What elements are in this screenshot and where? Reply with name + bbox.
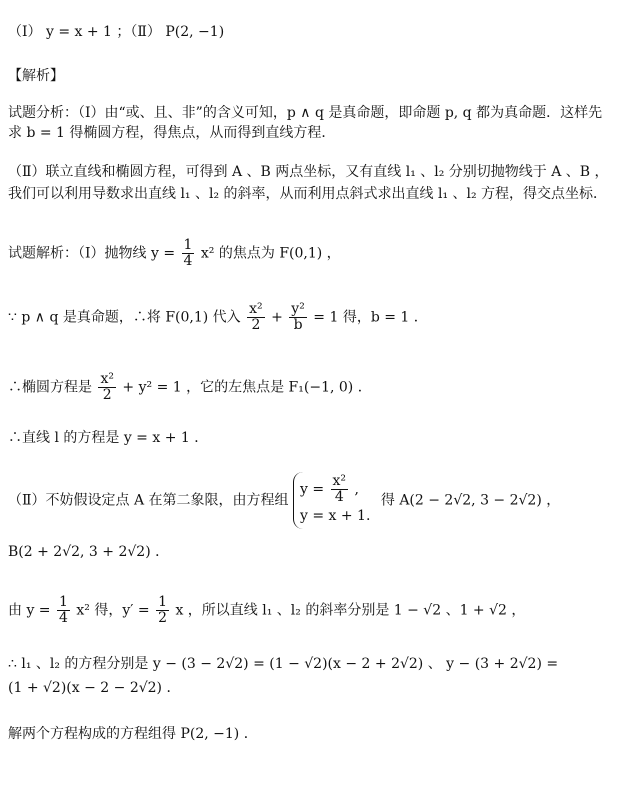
solution-line-9: (1 + √2)(x − 2 − 2√2) ． — [8, 680, 181, 696]
solution-line-7 — [8, 595, 525, 626]
denominator: 4 — [59, 610, 68, 626]
fraction — [98, 372, 116, 403]
text: x² 得，y′ = — [76, 602, 150, 619]
solution-line-2 — [8, 302, 428, 333]
text: 由 y = — [8, 602, 51, 619]
solution-line-6: B(2 + 2√2, 3 + 2√2) ． — [8, 544, 170, 560]
text: = 1 得，b = 1 ． — [313, 309, 428, 326]
fraction — [57, 595, 70, 626]
fraction — [247, 302, 265, 333]
numerator: y² — [291, 301, 305, 317]
denominator: 2 — [158, 610, 167, 626]
fraction — [182, 238, 195, 269]
text: ∴椭圆方程是 — [8, 379, 92, 396]
numerator: x² — [249, 301, 263, 317]
text: （Ⅱ）不妨假设定点 A 在第二象限，由方程组 — [8, 492, 289, 509]
denominator: 4 — [183, 253, 193, 269]
analysis-line-2: 求 b = 1 得椭圆方程，得焦点，从而得到直线方程． — [8, 125, 336, 141]
system-row-2: y = x + 1. — [299, 508, 371, 524]
numerator: 1 — [158, 594, 167, 610]
numerator: 1 — [59, 594, 68, 610]
solution-line-10: 解两个方程构成的方程组得 P(2, −1) ． — [8, 726, 258, 742]
solution-line-4: ∴直线 l 的方程是 y = x + 1 ． — [8, 430, 209, 446]
text: 得 A(2 − 2√2, 3 − 2√2) ， — [380, 492, 561, 509]
system-row-1 — [300, 474, 370, 505]
analysis-line-4: 我们可以利用导数求出直线 l₁ 、l₂ 的斜率，从而利用点斜式求出直线 l₁ 、l₂ 方程，得交点坐标． — [8, 186, 608, 202]
fraction — [331, 474, 349, 505]
denominator: 4 — [334, 489, 344, 505]
solution-line-3 — [8, 372, 372, 403]
analysis-heading: 【解析】 — [8, 68, 64, 84]
text: x² 的焦点为 F(0,1) ， — [200, 245, 341, 262]
solution-line-1 — [8, 238, 341, 269]
answer-line: （Ⅰ） y = x + 1 ；（Ⅱ） P(2, −1) — [8, 24, 225, 40]
numerator: 1 — [183, 237, 193, 253]
text: ∵ p ∧ q 是真命题，∴将 F(0,1) 代入 — [8, 309, 241, 326]
text: y = — [299, 481, 325, 498]
text: , — [354, 481, 359, 498]
solution-line-8: ∴ l₁ 、l₂ 的方程分别是 y − (3 − 2√2) = (1 − √2)(x − 2 + 2√2) 、 y − (3 + 2√2) = — [8, 656, 559, 672]
analysis-line-1: 试题分析：（Ⅰ）由“或、且、非”的含义可知，p ∧ q 是真命题，即命题 p, q 都为真命题．这样先 — [8, 105, 603, 121]
numerator: x² — [100, 371, 114, 387]
denominator: b — [293, 317, 303, 333]
solution-line-5 — [8, 472, 560, 529]
numerator: x² — [332, 473, 347, 489]
analysis-line-3: （Ⅱ）联立直线和椭圆方程，可得到 A 、B 两点坐标，又有直线 l₁ 、l₂ 分别切抛物线于 A 、B ， — [8, 164, 609, 180]
denominator: 2 — [102, 387, 112, 403]
fraction — [289, 302, 307, 333]
plus-sign: + — [271, 309, 283, 326]
equation-system — [293, 472, 376, 529]
fraction — [156, 595, 169, 626]
text: x ，所以直线 l₁ 、l₂ 的斜率分别是 1 − √2 、1 + √2 ， — [175, 602, 526, 619]
text: + y² = 1 ，它的左焦点是 F₁(−1, 0) ． — [122, 379, 372, 396]
text: 试题解析：（Ⅰ）抛物线 y = — [8, 245, 176, 262]
denominator: 2 — [251, 317, 261, 333]
